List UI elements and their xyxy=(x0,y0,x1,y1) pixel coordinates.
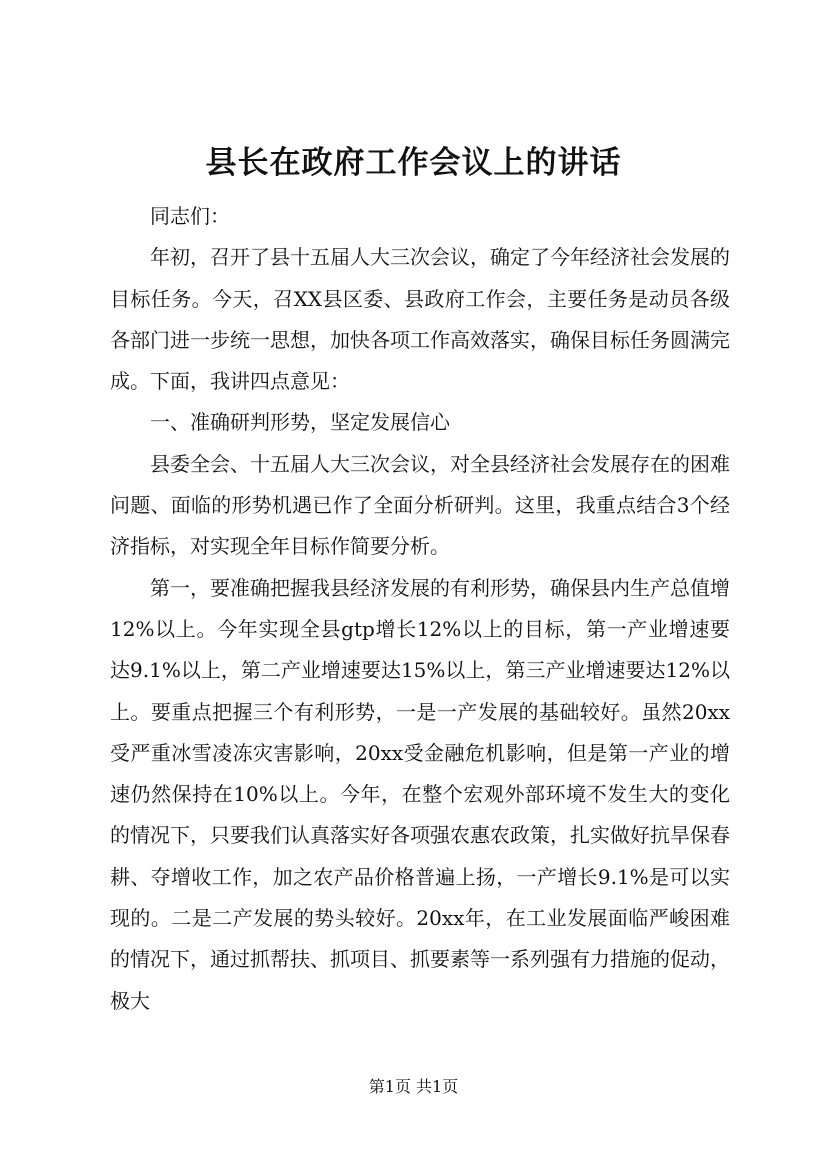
document-body xyxy=(110,196,730,1022)
document-title: 县长在政府工作会议上的讲话 xyxy=(205,145,622,181)
body-paragraph: 年初，召开了县十五届人大三次会议，确定了今年经济社会发展的目标任务。今天，召XX县区委、县政府工作会，主要任务是动员各级各部门进一步统一思想，加快各项工作高效落实，确保目标任务圆满完成。下面，我讲四点意见： xyxy=(110,245,730,394)
body-paragraph: 县委全会、十五届人大三次会议，对全县经济社会发展存在的困难问题、面临的形势机遇已作了全面分析研判。这里，我重点结合3个经济指标，对实现全年目标作简要分析。 xyxy=(110,451,730,559)
section-heading: 一、准确研判形势，坚定发展信心 xyxy=(150,410,450,435)
salutation-paragraph: 同志们： xyxy=(150,204,230,228)
body-paragraph: 第一，要准确把握我县经济发展的有利形势，确保县内生产总值增12%以上。今年实现全县gtp增长12%以上的目标，第一产业增速要达9.1%以上，第二产业增速要达15%以上，第三产业增速要达12%以上。要重点把握三个有利形势，一是一产发展的基础较好。虽然20xx受严重冰雪凌冻灾害影响，20xx受金融危机影响，但是第一产业的增速仍然保持在10%以上。今年，在整个宏观外部环境不发生大的变化的情况下，只要我们认真落实好各项强农惠农政策，扎实做好抗旱保春耕、夺增收工作，加之农产品价格普遍上扬，一产增长9.1%是可以实现的。二是二产发展的势头较好。20xx年，在工业发展面临严峻困难的情况下，通过抓帮扶、抓项目、抓要素等一系列强有力措施的促动，极大 xyxy=(110,575,730,1013)
page-number-footer: 第1页 共1页 xyxy=(368,1077,459,1096)
